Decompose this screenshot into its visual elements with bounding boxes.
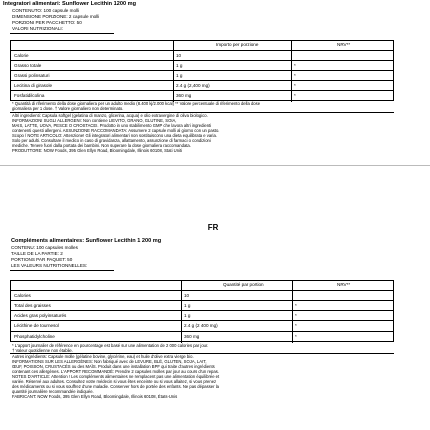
fr-body-line: ŒUF, POISSON, CRUSTACÉS ou des MAÏS. Produit dans une installation BPF qui traite d'autres ingrédients bbox=[12, 364, 215, 369]
it-col-nrv: NRV** bbox=[337, 42, 351, 47]
it-body-line: INFORMAZIONI SUGLI ALLERGENI: Non contiene LIEVITO, GRANO, GLUTINE, SOIA, bbox=[12, 118, 177, 123]
fr-taille-partie: TAILLE DE LA PARTIE: 2 bbox=[11, 251, 63, 256]
fr-row-nrv: * bbox=[295, 303, 297, 308]
fr-body-line: Autres ingrédients: Capsule molle (gélatine bovine, glycérine, eau) et huile d'olive extra vierge bio. bbox=[12, 354, 194, 359]
it-row-amount: 10 bbox=[176, 53, 182, 58]
fr-row-nrv: * bbox=[295, 334, 297, 339]
it-body-line: Altri ingredienti: Capsula softgel (gelatina di manzo, glicerina, acqua) e olio extravergine di oliva biologico. bbox=[12, 113, 208, 118]
it-row-amount: 2.4 g (2,400 mg) bbox=[176, 83, 210, 88]
it-body-line: Scopo / NOTE ARTICOLO: Attenzione! Gli integratori alimentari non sostituiscono una dieta equilibrata e varia. bbox=[12, 133, 217, 138]
fr-body-line: NOTES D'ARTICLE: Attention ! Les compléments alimentaires ne remplacent pas une alimentation équilibrée et bbox=[12, 374, 220, 379]
fr-header-underline bbox=[10, 270, 114, 271]
section-divider bbox=[0, 165, 430, 166]
table-row bbox=[11, 90, 393, 101]
table-row bbox=[11, 70, 393, 80]
fr-row-amount: 1 g bbox=[184, 303, 191, 308]
it-row-nrv: * bbox=[294, 83, 296, 88]
it-col-per-porzione: Importo per porzione bbox=[216, 42, 259, 47]
fr-body-line: contenant ces allergènes. L'APPORT RECOMMANDÉ: Prendre 2 capsules molles par jour au cours d'un repas. bbox=[12, 369, 219, 374]
fr-footnote-1: * L'apport journalier de référence en pourcentage est basé sur une alimentation de 2 000 calories par jour. bbox=[12, 343, 209, 348]
fr-contenu: CONTENU: 100 capsules molles bbox=[11, 245, 78, 250]
it-product-title: Integratori alimentari: Sunflower Lecithin 1200 mg bbox=[3, 1, 137, 7]
fr-row-nrv: * bbox=[295, 313, 297, 318]
table-row bbox=[11, 331, 393, 342]
table-row bbox=[11, 290, 393, 300]
it-row-label: Grassi polinsaturi bbox=[14, 73, 50, 78]
table-row bbox=[11, 60, 393, 70]
it-body-line: contenenti questi allergeni. ASSUNZIONE RACCOMANDATA: Assumere 2 capsule molli al giorno con un pasto. bbox=[12, 128, 220, 133]
it-row-amount: 360 mg bbox=[176, 93, 192, 98]
it-row-label: Fosfatidilcolina bbox=[14, 93, 45, 98]
it-contenuto: CONTENUTO: 100 capsule molli bbox=[12, 8, 80, 13]
fr-row-amount: 360 mg bbox=[184, 334, 200, 339]
it-row-label: Lecitina di girasole bbox=[14, 83, 53, 88]
fr-row-label: Phosphatidylcholine bbox=[14, 334, 55, 339]
fr-body-line: INFORMATIONS SUR LES ALLERGÈNES: Non fabriqué avec de LEVURE, BLÉ, GLUTEN, SOJA, LAIT, bbox=[12, 359, 207, 364]
it-dimensione-porzione: DIMENSIONE PORZIONE: 2 capsule molli bbox=[12, 14, 100, 19]
fr-body-line: quantité journalière recommandée indiquée. bbox=[12, 389, 94, 394]
it-header-underline bbox=[10, 33, 114, 34]
it-row-nrv: * bbox=[294, 93, 296, 98]
fr-row-label: Calories bbox=[14, 293, 31, 298]
table-row bbox=[11, 80, 393, 90]
it-body-line: MAIS, LATTE, UOVA, PESCE O CROSTACEI. Prodotto in uno stabilimento GMP che lavora altri ingredienti bbox=[12, 123, 212, 128]
table-row bbox=[11, 310, 393, 320]
fr-nutrition-table bbox=[10, 280, 394, 342]
fr-footnote-2: † Valeur quotidienne non établie. bbox=[12, 348, 73, 353]
it-row-label: Calorie bbox=[14, 53, 29, 58]
it-nutrition-table bbox=[10, 40, 394, 101]
fr-portions-paquet: PORTIONS PAR PAQUET: 50 bbox=[11, 257, 73, 262]
fr-product-title: Compléments alimentaires: Sunflower Lecithin 1 200 mg bbox=[11, 238, 162, 244]
fr-body-line: des médicaments ou si vous souffrez d'une maladie. Conserver hors de portée des enfants. Ne pas dépasser la bbox=[12, 384, 219, 389]
table-row bbox=[11, 50, 393, 60]
fr-row-label: Total des graisses bbox=[14, 303, 51, 308]
table-row bbox=[11, 320, 393, 331]
fr-row-amount: 10 bbox=[184, 293, 190, 298]
it-row-nrv: * bbox=[294, 73, 296, 78]
fr-row-amount: 2.4 g (2 400 mg) bbox=[184, 323, 218, 328]
fr-row-nrv: * bbox=[295, 323, 297, 328]
fr-valeurs-nutritionnelles: LES VALEURS NUTRITIONNELLES: bbox=[11, 263, 88, 268]
it-row-amount: 1 g bbox=[176, 73, 183, 78]
it-footnote-2: giornaliera per 1 dose. † Valore giornaliero non determinato. bbox=[12, 106, 124, 111]
it-body-line: mediche. Tenere fuori dalla portata dei bambini. Non superare la dose giornaliera raccomandata. bbox=[12, 143, 191, 148]
fr-row-label: Acides gras polyinsaturés bbox=[14, 313, 67, 318]
table-row bbox=[11, 300, 393, 310]
fr-language-heading: FR bbox=[207, 223, 219, 232]
fr-row-label: Lécithine de tournesol bbox=[14, 323, 59, 328]
fr-row-amount: 1 g bbox=[184, 313, 191, 318]
it-body-line: Solo per adulti. Consultare il medico in caso di gravidanza, allattamento, assunzione di farmaci o condizioni bbox=[12, 138, 211, 143]
it-porzioni-pacchetto: PORZIONI PER PACCHETTO: 50 bbox=[12, 20, 82, 25]
it-body-line: PRODUTTORE: NOW Foods, 395 Glen Ellyn Road, Bloomingdale, Illinois 60108, Stati Uniti bbox=[12, 148, 183, 153]
it-valori-nutrizionali: VALORI NUTRIZIONALI: bbox=[12, 26, 63, 31]
fr-body-line: FABRICANT: NOW Foods, 395 Glen Ellyn Road, Bloomingdale, Illinois 60108, États-Unis bbox=[12, 394, 178, 399]
it-footnote-1: * Quantità di riferimento della dose giornaliera per un adulto medio (8.400 kj/2.000 kcal) ** Valore percentuale di riferimento della dose bbox=[12, 101, 261, 106]
fr-col-par-portion: Quantité par portion bbox=[223, 282, 264, 287]
fr-body-line: variée. Réservé aux adultes. Consultez votre médecin si vous êtes enceinte ou si vous allaitez, si vous prenez bbox=[12, 379, 217, 384]
it-row-amount: 1 g bbox=[176, 63, 183, 68]
it-row-nrv: * bbox=[294, 63, 296, 68]
it-row-label: Grasso totale bbox=[14, 63, 42, 68]
fr-col-nrv: NRV** bbox=[337, 282, 351, 287]
